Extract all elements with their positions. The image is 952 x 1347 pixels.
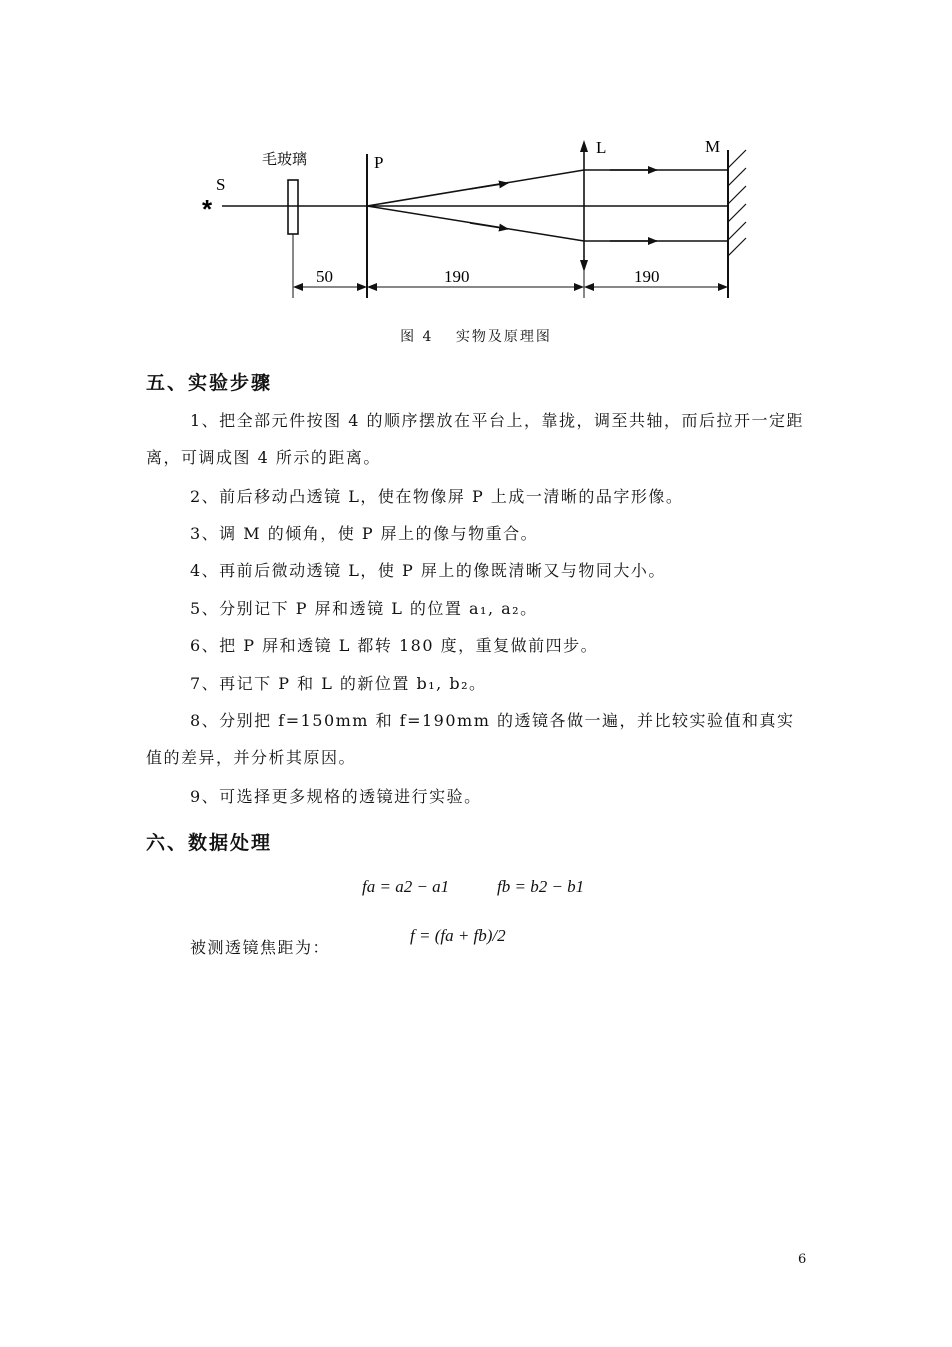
step-9: 9、可选择更多规格的透镜进行实验。 [190, 787, 482, 806]
step-7: 7、再记下 P 和 L 的新位置 b₁, b₂。 [190, 674, 487, 693]
step-6: 6、把 P 屏和透镜 L 都转 180 度，重复做前四步。 [190, 636, 599, 655]
step-5: 5、分别记下 P 屏和透镜 L 的位置 a₁, a₂。 [190, 599, 538, 618]
source-star: * [202, 194, 213, 224]
ray-lower-arrow [470, 223, 508, 229]
label-l: L [596, 138, 607, 157]
step-4: 4、再前后微动透镜 L，使 P 屏上的像既清晰又与物同大小。 [190, 561, 666, 580]
distance-190-second: 190 [634, 267, 660, 286]
section-6-title: 六、数据处理 [146, 832, 273, 854]
formula-fa: fa = a2 − a1 [362, 877, 450, 896]
step-2: 2、前后移动凸透镜 L，使在物像屏 P 上成一清晰的品字形像。 [190, 487, 684, 506]
label-s: S [216, 175, 226, 194]
optics-diagram [0, 0, 952, 320]
mirror-hatching [728, 150, 746, 256]
lens-top-arrow-icon [580, 140, 588, 152]
step-3: 3、调 M 的倾角，使 P 屏上的像与物重合。 [190, 524, 539, 543]
section-5-title: 五、实验步骤 [146, 372, 273, 394]
distance-190-first: 190 [444, 267, 470, 286]
label-p: P [374, 153, 384, 172]
formula-f: f = (fa + fb)/2 [410, 926, 506, 945]
label-m: M [705, 137, 721, 156]
page-number: 6 [798, 1252, 807, 1267]
distance-50: 50 [316, 267, 333, 286]
label-ground-glass: 毛玻璃 [262, 150, 308, 168]
figure-caption: 图 4 实物及原理图 [400, 329, 552, 345]
ground-glass-plate [288, 180, 298, 234]
focal-length-label: 被测透镜焦距为： [190, 938, 331, 957]
step-8: 8、分别把 f=150mm 和 f=190mm 的透镜各做一遍，并比较实验值和真实值的差异，并分析其原因。 [146, 711, 795, 767]
ray-upper-arrow [470, 183, 508, 189]
step-1: 1、把全部元件按图 4 的顺序摆放在平台上，靠拢，调至共轴，而后拉开一定距离，可调成图 4 所示的距离。 [146, 411, 805, 467]
formula-fb: fb = b2 − b1 [497, 877, 585, 896]
